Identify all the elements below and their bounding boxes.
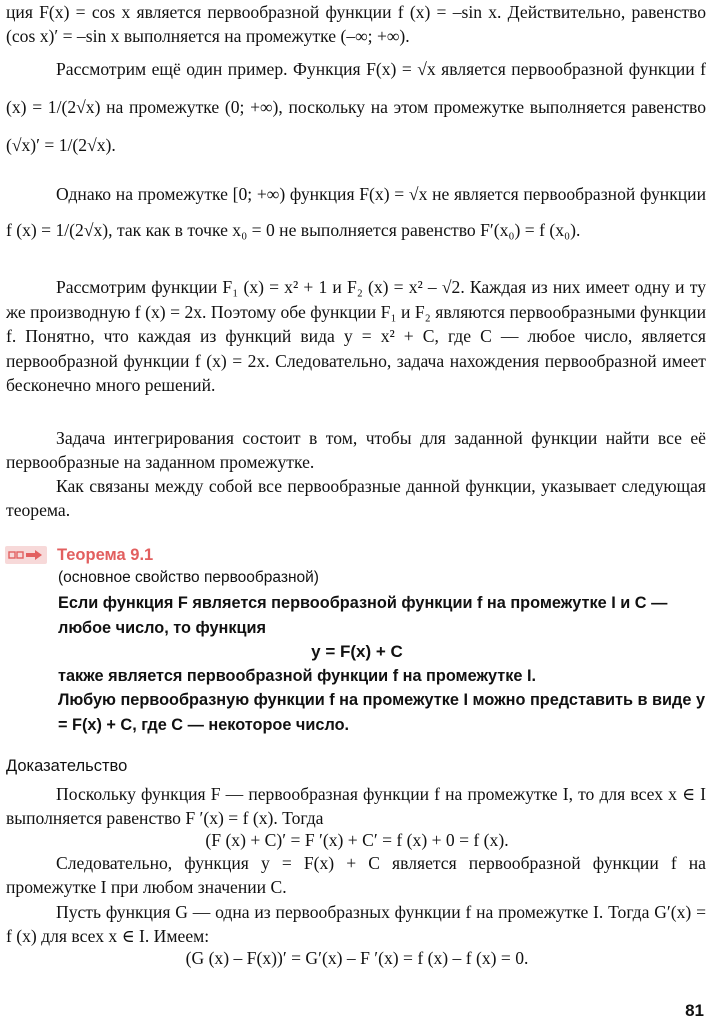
theorem-subtitle: (основное свойство первообразной) xyxy=(58,569,319,586)
proof-equation-2: (G (x) – F(x))′ = G′(x) – F ′(x) = f (x) – f (x) = 0. xyxy=(185,948,529,968)
theorem-statement-3: Любую первообразную функции f на промежутке I можно представить в виде y = F(x) + C, где C — некоторое число. xyxy=(58,691,706,734)
paragraph-5-text: Задача интегрирования состоит в том, чтобы для заданной функции найти все её первообразные на заданном промежутке. xyxy=(6,428,706,473)
page-number: 81 xyxy=(685,1001,704,1020)
paragraph-1: ция F(x) = cos x является первообразной функции f (x) = –sin x. Действительно, равенство (cos x)′ = –sin x выполняется на промежутке (–∞; +∞). xyxy=(6,2,706,47)
paragraph-3 xyxy=(6,176,706,248)
proof-paragraph-2-text: Следовательно, функция y = F(x) + C является первообразной функции f на промежутке I при любом значении C. xyxy=(6,853,706,898)
paragraph-6 xyxy=(6,474,706,522)
paragraph-5 xyxy=(6,426,706,474)
proof-equation-1: (F (x) + C)′ = F ′(x) + C′ = f (x) + 0 = f (x). xyxy=(205,830,509,850)
theorem-statement-2: также является первообразной функции f на промежутке I. xyxy=(58,667,536,685)
proof-paragraph-3 xyxy=(6,900,706,948)
arrow-right-icon xyxy=(5,546,47,564)
proof-heading: Доказательство xyxy=(6,757,128,775)
theorem-statement-1: Если функция F является первообразной функции f на промежутке I и C — любое число, то функция xyxy=(58,594,668,637)
proof-paragraph-3-text: Пусть функция G — одна из первообразных функции f на промежутке I. Тогда G′(x) = f (x) для всех x ∈ I. Имеем: xyxy=(6,902,706,947)
proof-paragraph-1 xyxy=(6,782,706,830)
theorem-title: Теорема 9.1 xyxy=(57,545,154,564)
paragraph-6-text: Как связаны между собой все первообразные данной функции, указывает следующая теорема. xyxy=(6,476,706,521)
paragraph-2-text: Рассмотрим ещё один пример. Функция F(x) = √x является первообразной функции f (x) = 1/(2√x) на промежутке (0; +∞), поскольку на этом промежутке выполняется равенство (√x)′ = 1/(2√x). xyxy=(6,59,706,155)
theorem-formula: y = F(x) + C xyxy=(311,642,403,661)
paragraph-2 xyxy=(6,50,706,164)
proof-paragraph-1-text: Поскольку функция F — первообразная функции f на промежутке I, то для всех x ∈ I выполняется равенство F ′(x) = f (x). Тогда xyxy=(6,784,706,829)
paragraph-4 xyxy=(6,275,706,398)
theorem-header xyxy=(5,543,153,567)
proof-paragraph-2 xyxy=(6,851,706,899)
paragraph-4-text: Рассмотрим функции F₁ (x) = x² + 1 и F₂ (x) = x² – √2. Каждая из них имеет одну и ту же производную f (x) = 2x. Поэтому обе функции F₁ и F₂ являются первообразными функции f. Понятно, что каждая из функций вида y = x² + C, где C — любое число, является первообразной функции f (x) = 2x. Следовательно, задача нахождения первообразной имеет бесконечно много решений. xyxy=(6,277,706,395)
paragraph-3-text: Однако на промежутке [0; +∞) функция F(x) = √x не является первообразной функции f (x) = 1/(2√x), так как в точке x₀ = 0 не выполняется равенство F′(x₀) = f (x₀). xyxy=(6,184,706,240)
